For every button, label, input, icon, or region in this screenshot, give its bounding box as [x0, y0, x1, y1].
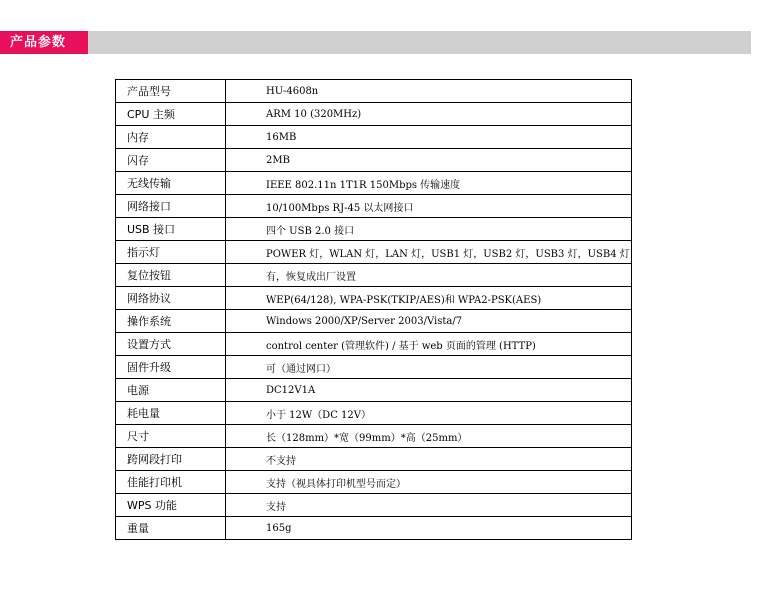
spec-label: 指示灯 — [116, 241, 226, 264]
spec-label: 尺寸 — [116, 425, 226, 448]
spec-value: DC12V1A — [226, 379, 632, 402]
section-title: 产品参数 — [0, 31, 88, 54]
spec-label: 固件升级 — [116, 356, 226, 379]
spec-label: CPU 主频 — [116, 103, 226, 126]
table-row — [116, 333, 632, 356]
spec-label: 跨网段打印 — [116, 448, 226, 471]
spec-value: 小于 12W（DC 12V） — [226, 402, 632, 425]
spec-value: 16MB — [226, 126, 632, 149]
spec-label: 耗电量 — [116, 402, 226, 425]
table-row — [116, 356, 632, 379]
spec-value: 165g — [226, 517, 632, 540]
spec-value: 支持（视具体打印机型号而定） — [226, 471, 632, 494]
spec-label: 复位按钮 — [116, 264, 226, 287]
spec-label: 佳能打印机 — [116, 471, 226, 494]
spec-value: 四个 USB 2.0 接口 — [226, 218, 632, 241]
spec-label: 内存 — [116, 126, 226, 149]
table-row — [116, 494, 632, 517]
spec-value: WEP(64/128), WPA-PSK(TKIP/AES)和 WPA2-PSK(AES) — [226, 287, 632, 310]
table-row — [116, 149, 632, 172]
spec-value: IEEE 802.11n 1T1R 150Mbps 传输速度 — [226, 172, 632, 195]
spec-value: 有，恢复成出厂设置 — [226, 264, 632, 287]
table-row — [116, 126, 632, 149]
spec-value: HU-4608n — [226, 80, 632, 103]
table-row — [116, 310, 632, 333]
spec-label: 网络接口 — [116, 195, 226, 218]
spec-value: 可（通过网口） — [226, 356, 632, 379]
spec-label: 无线传输 — [116, 172, 226, 195]
spec-value: 2MB — [226, 149, 632, 172]
spec-label: 网络协议 — [116, 287, 226, 310]
table-row — [116, 80, 632, 103]
spec-value: POWER 灯，WLAN 灯，LAN 灯，USB1 灯，USB2 灯，USB3 灯，USB4 灯 — [226, 241, 632, 264]
spec-table — [115, 79, 632, 540]
spec-label: USB 接口 — [116, 218, 226, 241]
table-row — [116, 425, 632, 448]
spec-table-body — [116, 80, 632, 540]
spec-value: 不支持 — [226, 448, 632, 471]
spec-label: 闪存 — [116, 149, 226, 172]
spec-value: 10/100Mbps RJ-45 以太网接口 — [226, 195, 632, 218]
spec-label: WPS 功能 — [116, 494, 226, 517]
table-row — [116, 287, 632, 310]
table-row — [116, 218, 632, 241]
spec-value: Windows 2000/XP/Server 2003/Vista/7 — [226, 310, 632, 333]
spec-label: 设置方式 — [116, 333, 226, 356]
spec-value: ARM 10 (320MHz) — [226, 103, 632, 126]
section-header-bar — [0, 31, 751, 54]
table-row — [116, 448, 632, 471]
spec-label: 产品型号 — [116, 80, 226, 103]
table-row — [116, 172, 632, 195]
table-row — [116, 195, 632, 218]
table-row — [116, 402, 632, 425]
table-row — [116, 379, 632, 402]
table-row — [116, 103, 632, 126]
spec-value: 长（128mm）*宽（99mm）*高（25mm） — [226, 425, 632, 448]
spec-label: 电源 — [116, 379, 226, 402]
spec-value: control center (管理软件) / 基于 web 页面的管理 (HTTP) — [226, 333, 632, 356]
table-row — [116, 264, 632, 287]
table-row — [116, 471, 632, 494]
table-row — [116, 241, 632, 264]
spec-label: 操作系统 — [116, 310, 226, 333]
table-row — [116, 517, 632, 540]
spec-value: 支持 — [226, 494, 632, 517]
spec-label: 重量 — [116, 517, 226, 540]
